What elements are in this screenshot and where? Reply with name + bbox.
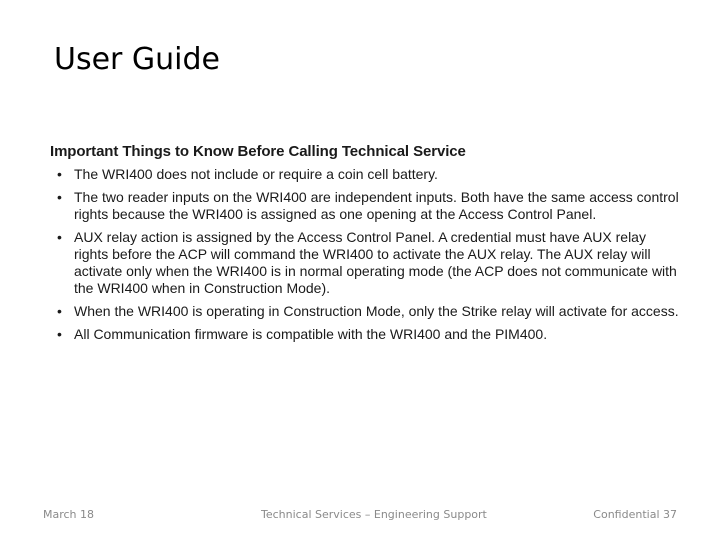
bullet-text: The two reader inputs on the WRI400 are independent inputs. Both have the same access control rights because the WRI400 is assigned as one opening at the Access Control Panel.: [74, 189, 679, 222]
slide-content: [50, 142, 680, 349]
bullet-text: All Communication firmware is compatible with the WRI400 and the PIM400.: [74, 326, 548, 342]
bullet-dot-icon: •: [57, 189, 62, 205]
slide-title: User Guide: [54, 42, 221, 77]
bullet-item: [50, 303, 680, 320]
bullet-text: AUX relay action is assigned by the Access Control Panel. A credential must have AUX relay rights before the ACP will command the WRI400 to activate the AUX relay. The AUX relay will activate only when the WRI400 is in normal operating mode (the ACP does not communicate with the WRI400 when in Construction Mode).: [74, 229, 677, 296]
bullet-dot-icon: •: [57, 229, 62, 245]
footer-center-text: Technical Services – Engineering Support: [261, 508, 487, 521]
bullet-dot-icon: •: [57, 166, 62, 182]
bullet-dot-icon: •: [57, 326, 62, 342]
footer-confidential: Confidential 37: [593, 508, 677, 521]
bullet-dot-icon: •: [57, 303, 62, 319]
bullet-item: [50, 166, 680, 183]
bullet-list: [50, 166, 680, 343]
bullet-text: The WRI400 does not include or require a coin cell battery.: [74, 166, 438, 182]
bullet-text: When the WRI400 is operating in Construction Mode, only the Strike relay will activate for access.: [74, 303, 679, 319]
footer-date: March 18: [43, 508, 95, 521]
section-heading: Important Things to Know Before Calling Technical Service: [50, 143, 466, 160]
bullet-item: [50, 189, 680, 223]
bullet-item: [50, 326, 680, 343]
bullet-item: [50, 229, 680, 297]
